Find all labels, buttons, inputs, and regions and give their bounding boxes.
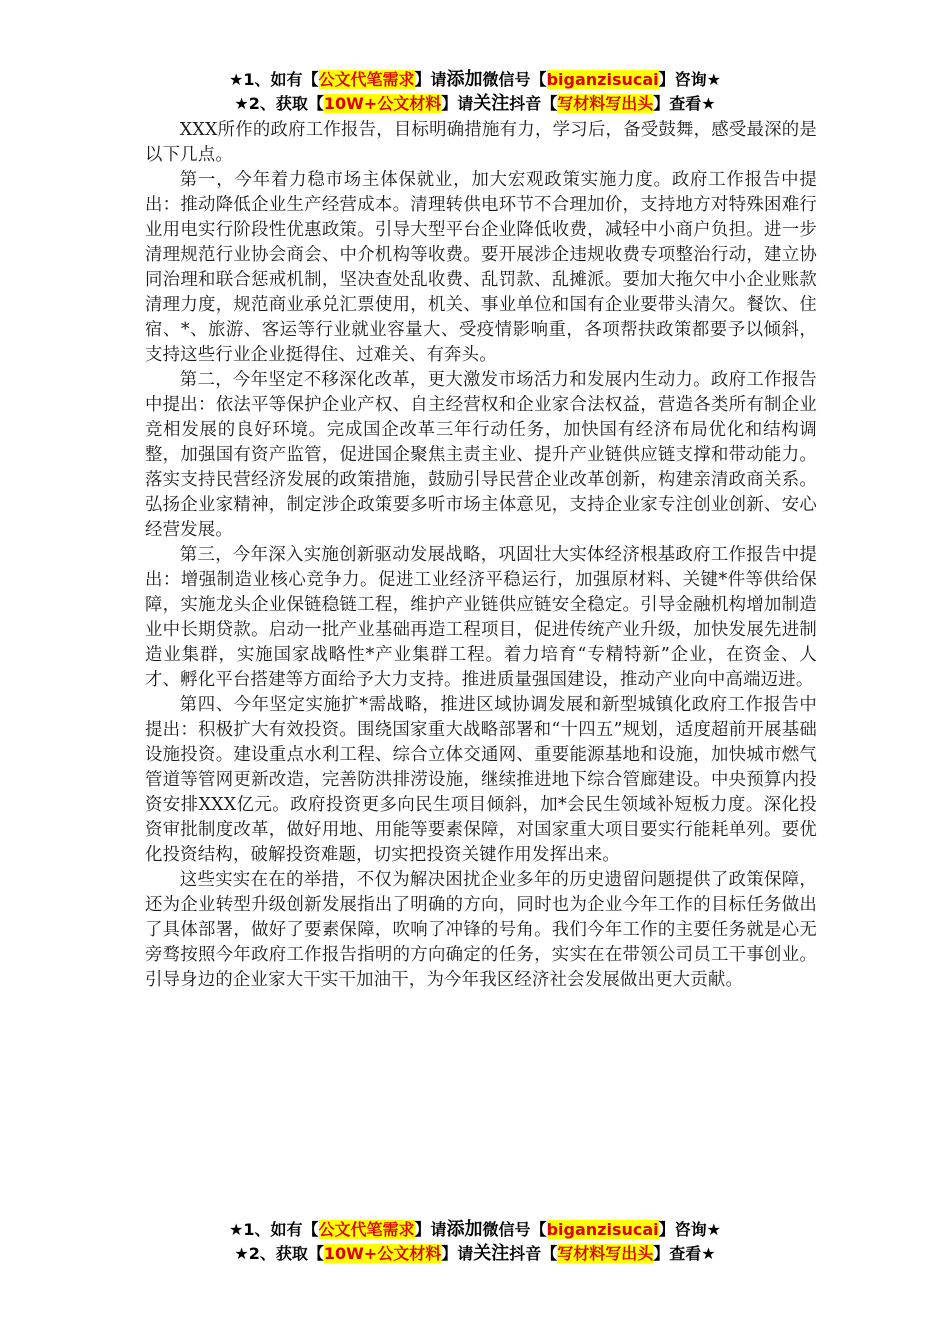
promo-text: 如有【 bbox=[270, 1220, 319, 1239]
promo-text: 】咨询★ bbox=[658, 70, 721, 89]
promo-text: 微信号【 bbox=[482, 70, 547, 89]
promo-line-1 bbox=[0, 1218, 950, 1242]
promo-star: ★2、 bbox=[234, 94, 276, 113]
promo-highlight: biganzisucai bbox=[546, 70, 659, 89]
promo-emphasis: 关注 bbox=[473, 1243, 510, 1264]
promo-line-2 bbox=[0, 1242, 950, 1266]
promo-text: 抖音【 bbox=[509, 1244, 558, 1263]
promo-line-2 bbox=[0, 92, 950, 116]
promo-text: 】请 bbox=[414, 1220, 447, 1239]
promo-text: 】请 bbox=[441, 1244, 474, 1263]
promo-highlight: biganzisucai bbox=[546, 1220, 659, 1239]
promo-highlight: 公文代笔需求 bbox=[318, 70, 415, 89]
promo-star: ★2、 bbox=[234, 1244, 276, 1263]
promo-text: 微信号【 bbox=[482, 1220, 547, 1239]
paragraph-first: 第一，今年着力稳市场主体保就业，加大宏观政策实施力度。政府工作报告中提出：推动降低企业生产经营成本。清理转供电环节不合理加价，支持地方对特殊困难行业用电实行阶段性优惠政策。引导大型平台企业降低收费，减轻中小商户负担。进一步清理规范行业协会商会、中介机构等收费。要开展涉企违规收费专项整治行动，建立协同治理和联合惩戒机制，坚决查处乱收费、乱罚款、乱摊派。要加大拖欠中小企业账款清理力度，规范商业承兑汇票使用，机关、事业单位和国有企业要带头清欠。餐饮、住宿、*、旅游、客运等行业就业容量大、受疫情影响重，各项帮扶政策都要予以倾斜，支持这些行业企业挺得住、过难关、有奔头。 bbox=[145, 170, 817, 365]
promo-text: 】查看★ bbox=[653, 1244, 716, 1263]
promo-text: 抖音【 bbox=[509, 94, 558, 113]
promo-highlight: 写材料写出头 bbox=[557, 1244, 654, 1263]
promo-banner-top bbox=[0, 68, 950, 116]
promo-text: 】查看★ bbox=[653, 94, 716, 113]
promo-text: 】请 bbox=[441, 94, 474, 113]
promo-text: 】请 bbox=[414, 70, 447, 89]
promo-star: ★1、 bbox=[229, 1220, 271, 1239]
promo-highlight: 写材料写出头 bbox=[557, 94, 654, 113]
document-body bbox=[145, 118, 817, 993]
promo-banner-bottom bbox=[0, 1218, 950, 1266]
promo-text: 】咨询★ bbox=[658, 1220, 721, 1239]
promo-emphasis: 添加 bbox=[446, 69, 483, 90]
paragraph-second: 第二，今年坚定不移深化改革，更大激发市场活力和发展内生动力。政府工作报告中提出：依法平等保护企业产权、自主经营权和企业家合法权益，营造各类所有制企业竞相发展的良好环境。完成国企改革三年行动任务，加快国有经济布局优化和结构调整，加强国有资产监管，促进国企聚焦主责主业、提升产业链供应链支撑和带动能力。落实支持民营经济发展的政策措施，鼓励引导民营企业改革创新，构建亲清政商关系。弘扬企业家精神，制定涉企政策要多听市场主体意见，支持企业家专注创业创新、安心经营发展。 bbox=[145, 370, 817, 540]
promo-star: ★1、 bbox=[229, 70, 271, 89]
promo-emphasis: 关注 bbox=[473, 93, 510, 114]
paragraph-fourth: 第四、今年坚定实施扩*需战略，推进区域协调发展和新型城镇化政府工作报告中提出：积极扩大有效投资。围绕国家重大战略部署和“十四五”规划，适度超前开展基础设施投资。建设重点水利工程、综合立体交通网、重要能源基地和设施，加快城市燃气管道等管网更新改造，完善防洪排涝设施，继续推进地下综合管廊建设。中央预算内投资安排XXX亿元。政府投资更多向民生项目倾斜，加*会民生领域补短板力度。深化投资审批制度改革，做好用地、用能等要素保障，对国家重大项目要实行能耗单列。要优化投资结构，破解投资难题，切实把投资关键作用发挥出来。 bbox=[145, 695, 817, 865]
promo-highlight: 10W+公文材料 bbox=[323, 1244, 442, 1263]
promo-text: 获取【 bbox=[275, 94, 324, 113]
promo-highlight: 10W+公文材料 bbox=[323, 94, 442, 113]
promo-text: 如有【 bbox=[270, 70, 319, 89]
promo-text: 获取【 bbox=[275, 1244, 324, 1263]
promo-highlight: 公文代笔需求 bbox=[318, 1220, 415, 1239]
promo-line-1 bbox=[0, 68, 950, 92]
paragraph-intro: XXX所作的政府工作报告，目标明确措施有力，学习后，备受鼓舞，感受最深的是以下几点。 bbox=[145, 120, 817, 165]
paragraph-third: 第三，今年深入实施创新驱动发展战略，巩固壮大实体经济根基政府工作报告中提出：增强制造业核心竞争力。促进工业经济平稳运行，加强原材料、关键*件等供给保障，实施龙头企业保链稳链工程，维护产业链供应链安全稳定。引导金融机构增加制造业中长期贷款。启动一批产业基础再造工程项目，促进传统产业升级，加快发展先进制造业集群，实施国家战略性*产业集群工程。着力培育“专精特新”企业，在资金、人才、孵化平台搭建等方面给予大力支持。推进质量强国建设，推动产业向中高端迈进。 bbox=[145, 545, 817, 690]
promo-emphasis: 添加 bbox=[446, 1219, 483, 1240]
paragraph-conclusion: 这些实实在在的举措，不仅为解决困扰企业多年的历史遗留问题提供了政策保障，还为企业转型升级创新发展指出了明确的方向，同时也为企业今年工作的目标任务做出了具体部署，做好了要素保障，吹响了冲锋的号角。我们今年工作的主要任务就是心无旁骛按照今年政府工作报告指明的方向确定的任务，实实在在带领公司员工干事创业。引导身边的企业家大干实干加油干，为今年我区经济社会发展做出更大贡献。 bbox=[145, 870, 817, 990]
